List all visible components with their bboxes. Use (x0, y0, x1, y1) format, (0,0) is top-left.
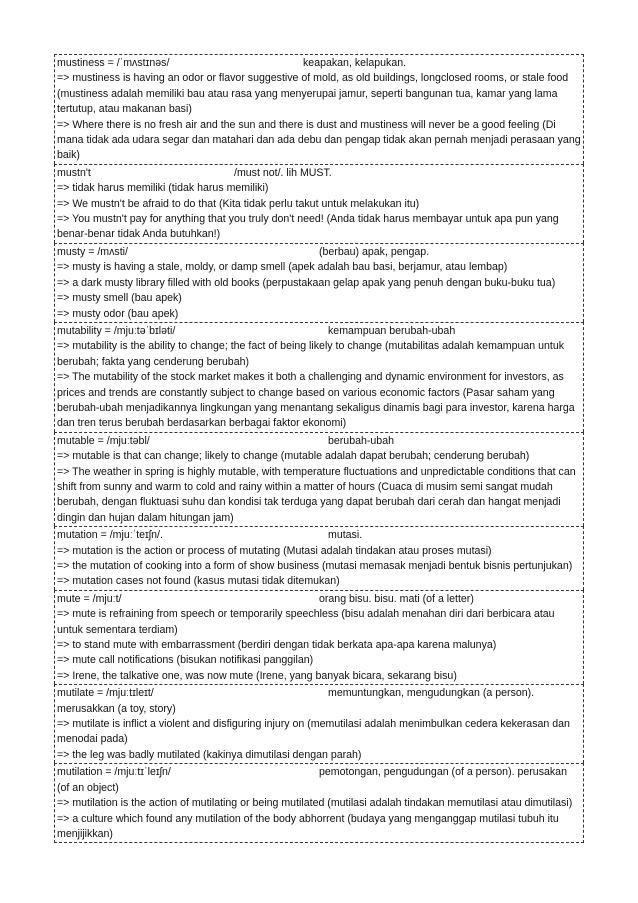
entry-line: => a dark musty library filled with old books (perpustakaan gelap apak yang penuh dengan buku-buku tua) (57, 276, 556, 289)
entry-line: => mustiness is having an odor or flavor suggestive of mold, as old buildings, longclosed rooms, or stale food (mustiness adalah memiliki bau atau rasa yang menyerupai jamur, seperti bangunan tua, kamar yang lama tertutup, atau makanan basi) (57, 72, 569, 116)
entry-header (57, 528, 581, 543)
dictionary-entry (54, 54, 584, 164)
entry-gloss: (berbau) apak, pengap. (319, 245, 430, 258)
entry-line: => We mustn't be afraid to do that (Kita tidak perlu takut untuk melakukan itu) (57, 197, 420, 210)
dictionary-entry (54, 243, 584, 322)
entry-line: => a culture which found any mutilation of the body abhorrent (budaya yang menganggap mutilasi tubuh itu menjijikkan) (57, 812, 559, 840)
entry-headword: mutilate = /mjuːtɪleɪt/ (57, 687, 154, 700)
dictionary-entry (54, 164, 584, 243)
entry-line: => mutability is the ability to change; the fact of being likely to change (mutabilitas adalah kemampuan untuk berubah; fakta yang cenderung berubah) (57, 340, 565, 368)
entry-line: => mutable is that can change; likely to change (mutable adalah dapat berubah; cenderung berubah) (57, 450, 530, 463)
entry-gloss: kemampuan berubah-ubah (328, 324, 456, 337)
entry-gloss: pemotongan, pengudungan (of a person). perusakan (of an object) (57, 766, 567, 794)
entry-header (57, 166, 581, 181)
entry-gloss: orang bisu. bisu. mati (of a letter) (319, 592, 474, 605)
entry-line: => musty odor (bau apek) (57, 307, 179, 320)
entry-gloss: keapakan, kelapukan. (303, 57, 407, 69)
entry-header (57, 324, 581, 339)
entry-line: => to stand mute with embarrassment (berdiri dengan tidak berkata apa-apa karena malunya) (57, 639, 497, 652)
dictionary-entry (54, 763, 584, 843)
entry-headword: mutable = /mjuːtəbl/ (57, 434, 150, 447)
dictionary-entry (54, 322, 584, 432)
entry-gloss: berubah-ubah (328, 434, 394, 447)
entry-header (57, 56, 581, 71)
entry-line: => the mutation of cooking into a form of show business (mutasi memasak menjadi bentuk bisnis pertunjukan) (57, 560, 573, 572)
entry-line: => Where there is no fresh air and the sun and there is dust and mustiness will never be a good feeling (Di mana tidak ada udara segar dan matahari dan ada debu dan pengap tidak akan pernah menjadi perasaan yang baik) (57, 118, 581, 162)
entry-line: => mutation is the action or process of mutating (Mutasi adalah tindakan atau proses mutasi) (57, 544, 492, 557)
entry-line: => mutilate is inflict a violent and disfiguring injury on (memutilasi adalah menimbulkan cedera kekerasan dan menodai pada) (57, 718, 570, 746)
entry-gloss: memuntungkan, mengudungkan (a person). (328, 687, 535, 700)
dictionary-entry (54, 684, 584, 763)
entry-header (57, 765, 581, 796)
entry-header (57, 434, 581, 449)
entry-line: => musty is having a stale, moldy, or damp smell (apek adalah bau basi, berjamur, atau lembap) (57, 261, 508, 274)
dictionary-entry (54, 432, 584, 526)
entry-line: => mutation cases not found (kasus mutasi tidak ditemukan) (57, 575, 340, 588)
entry-line: => mute is refraining from speech or temporarily speechless (bisu adalah menahan diri dari berbicara atau untuk sementara terdiam) (57, 608, 555, 636)
entry-line: => musty smell (bau apek) (57, 292, 182, 305)
entry-headword: musty = /mʌsti/ (57, 245, 128, 258)
entry-line: => tidak harus memiliki (tidak harus memiliki) (57, 182, 269, 195)
entry-line: => You mustn't pay for anything that you truly don't need! (Anda tidak harus membayar untuk apa pun yang benar-benar tidak Anda butuhkan!) (57, 213, 559, 241)
entry-gloss: mutasi. (328, 529, 363, 542)
entry-line: => Irene, the talkative one, was now mute (Irene, yang banyak bicara, sekarang bisu) (57, 669, 457, 682)
entry-headword: mutability = /mjuːtəˈbɪləti/ (57, 324, 176, 337)
entry-header (57, 686, 581, 701)
entry-headword: mutilation = /mjuːtɪˈleɪʃn/ (57, 766, 171, 779)
entry-line: => the leg was badly mutilated (kakinya dimutilasi dengan parah) (57, 748, 362, 761)
entry-headword: mutation = /mjuːˈteɪʃn/. (57, 529, 163, 542)
entry-header (57, 592, 581, 607)
entry-line: => The mutability of the stock market makes it both a challenging and dynamic environment for investors, as prices and trends are constantly subject to change based on various economic factors (Pasar saham yang berubah-ubah menjadikannya lingkungan yang menantang sekaligus dinamis bagi para investor, karena harga dan tren terus berubah berdasarkan berbagai faktor ekonomi) (57, 371, 575, 430)
entry-headword: mustn't (57, 166, 91, 179)
dictionary-entry (54, 526, 584, 590)
dictionary-entry (54, 590, 584, 684)
entry-line: => mute call notifications (bisukan notifikasi panggilan) (57, 654, 314, 667)
entry-headword: mustiness = /ˈmʌstɪnəs/ (57, 57, 170, 69)
entry-headword: mute = /mjuːt/ (57, 592, 122, 605)
entry-line: => The weather in spring is highly mutable, with temperature fluctuations and unpredictable conditions that can shift from sunny and warm to cold and rainy within a matter of hours (Cuaca di musim semi sangat mudah berubah, dengan fluktuasi suhu dan kondisi tak terduga yang dapat berubah dari cerah dan hangat menjadi dingin dan hujan dalam hitungan jam) (57, 465, 576, 524)
entry-gloss: /must not/. lih MUST. (234, 166, 332, 179)
entry-line: merusakkan (a toy, story) (57, 702, 176, 715)
dictionary-table (54, 54, 584, 843)
entry-line: => mutilation is the action of mutilating or being mutilated (mutilasi adalah tindakan memutilasi atau dimutilasi) (57, 797, 573, 810)
entry-header (57, 245, 581, 260)
